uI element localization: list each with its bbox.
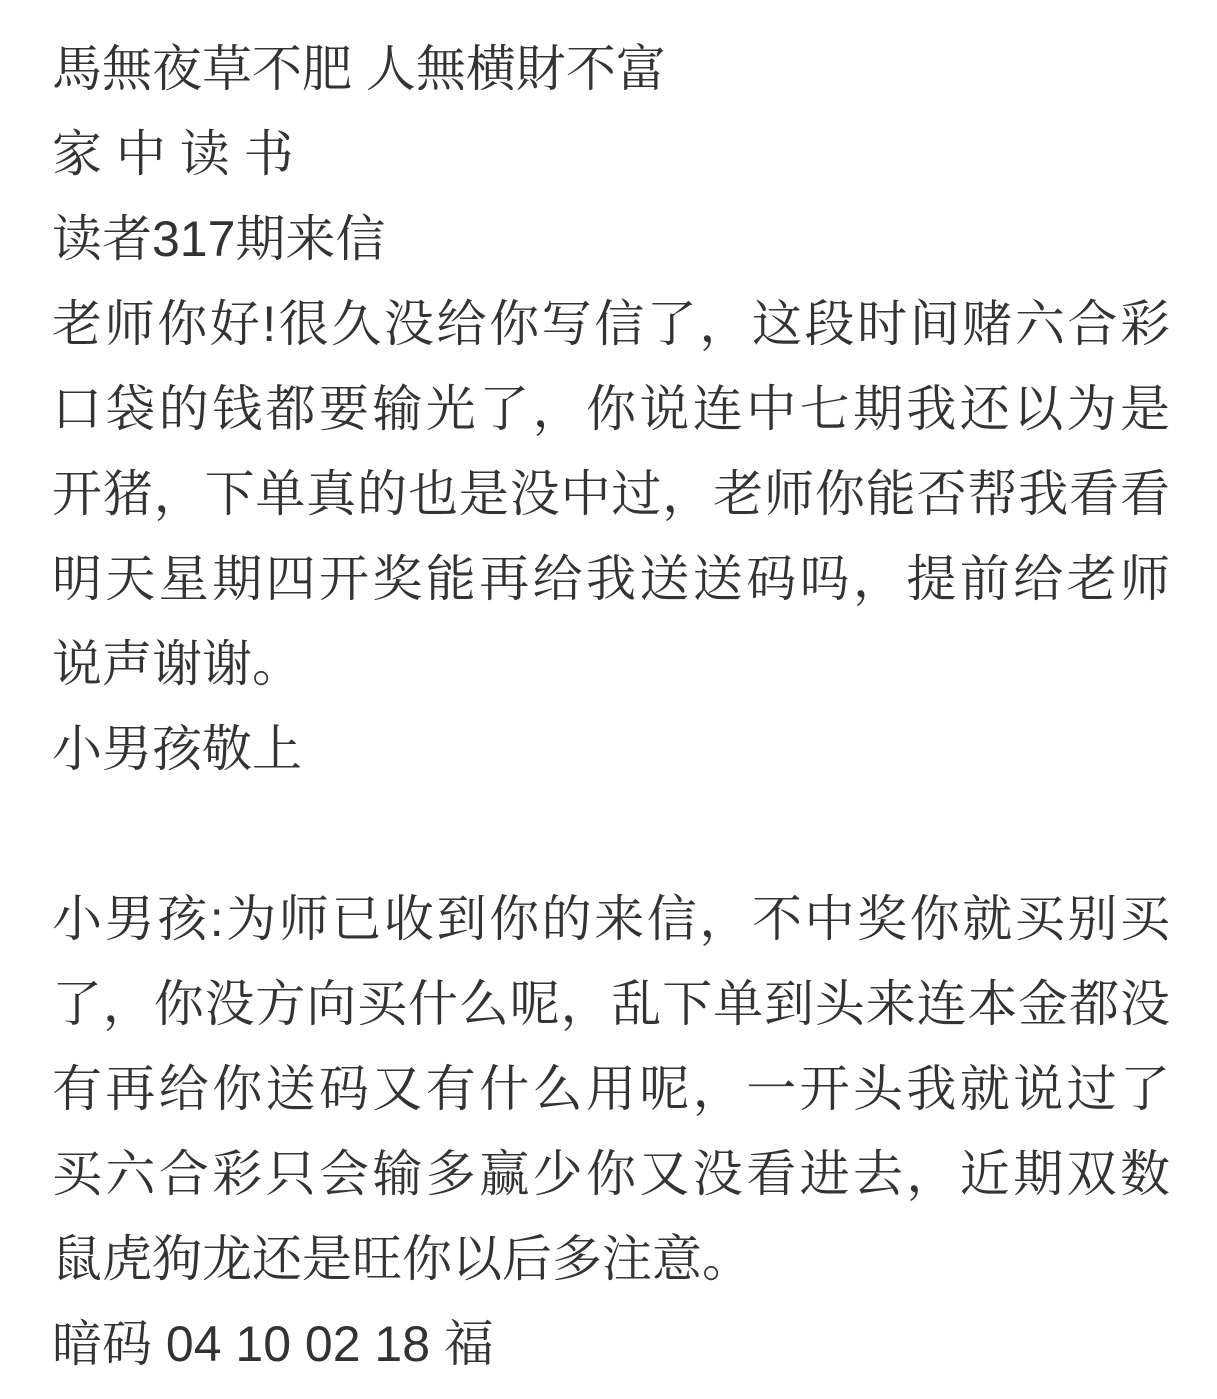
letter-line: 开猪，下单真的也是没中过，老师你能否帮我看看	[52, 466, 1170, 522]
letter-line: 老师你好!很久没给你写信了，这段时间赌六合彩	[52, 296, 1170, 352]
letter-line: 口袋的钱都要输光了，你说连中七期我还以为是	[52, 381, 1170, 437]
reply-line: 买六合彩只会输多赢少你又没看进去，近期双数	[52, 1146, 1170, 1202]
reply-line: 了，你没方向买什么呢，乱下单到头来连本金都没	[52, 976, 1170, 1032]
reading-location-line: 家 中 读 书	[52, 126, 294, 182]
reader-issue-line: 读者317期来信	[52, 211, 386, 267]
reply-line: 小男孩:为师已收到你的来信，不中奖你就买别买	[52, 891, 1170, 947]
reply-line: 鼠虎狗龙还是旺你以后多注意。	[52, 1231, 752, 1287]
letter-line: 明天星期四开奖能再给我送送码吗，提前给老师	[52, 551, 1170, 607]
signature-line: 小男孩敬上	[52, 721, 302, 777]
proverb-line: 馬無夜草不肥 人無横財不富	[52, 41, 666, 97]
reply-line: 有再给你送码又有什么用呢，一开头我就说过了	[52, 1061, 1170, 1117]
secret-code-line: 暗码 04 10 02 18 福	[52, 1316, 494, 1372]
blank-line	[52, 792, 1170, 877]
letter-line: 说声谢谢。	[52, 636, 302, 692]
